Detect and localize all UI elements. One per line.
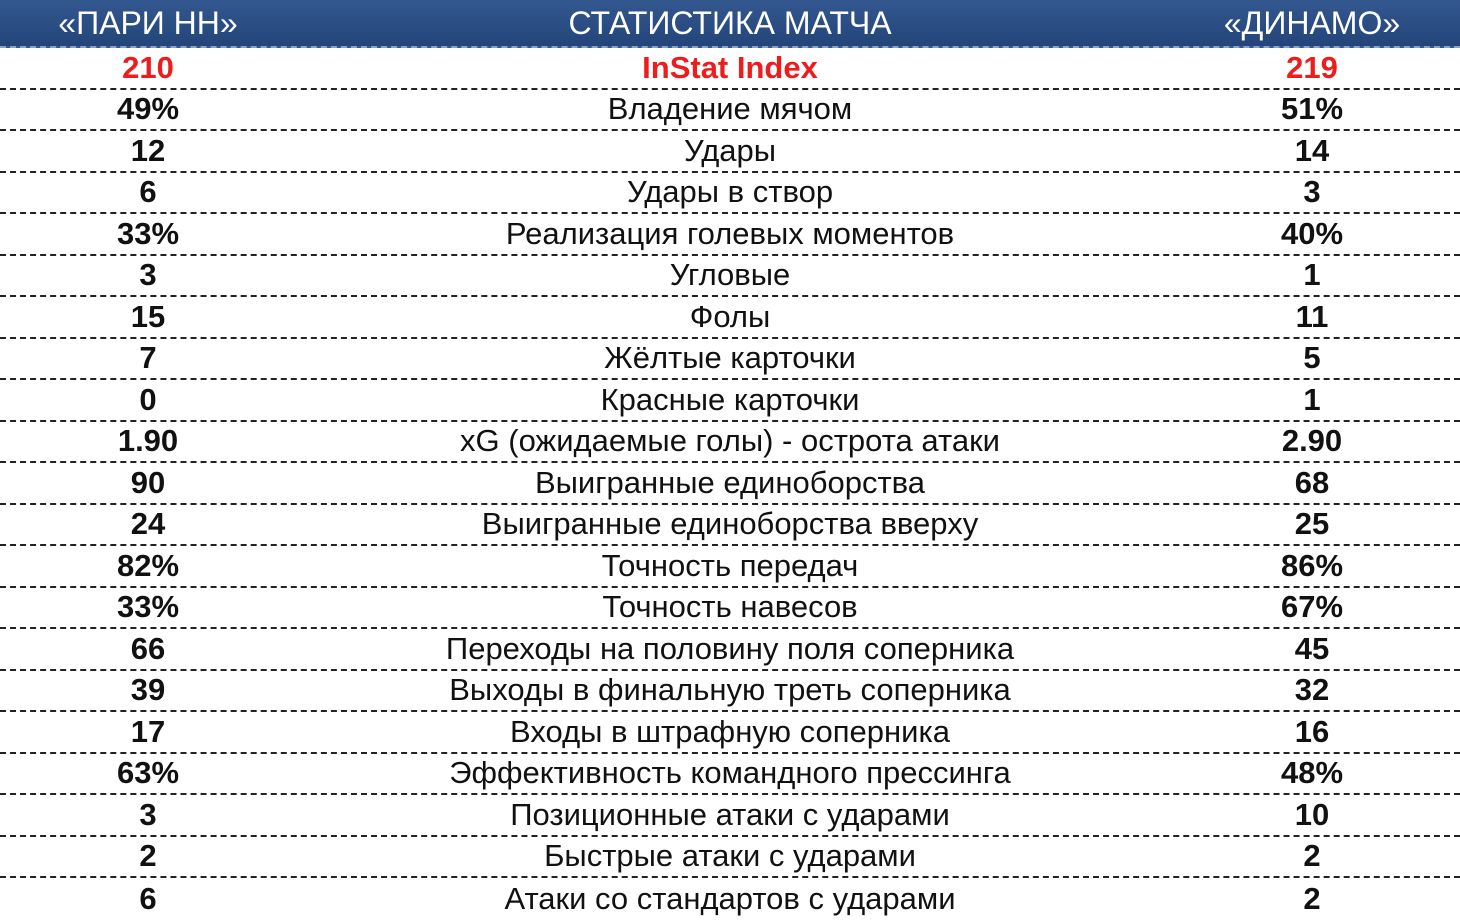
stat-row [0,629,1460,671]
home-value: 33% [116,215,180,251]
stat-row [0,795,1460,837]
home-value: 2 [139,838,157,874]
away-value: 11 [1295,298,1329,334]
stat-label: Жёлтые карточки [604,340,856,376]
away-value: 219 [1286,49,1338,85]
stat-row [0,588,1460,630]
table-title: СТАТИСТИКА МАТЧА [568,4,892,41]
away-team-name: «ДИНАМО» [1223,4,1401,41]
home-value: 66 [130,630,166,666]
home-value: 0 [139,381,157,417]
home-value: 33% [116,589,180,625]
away-value: 3 [1303,174,1321,210]
home-value: 1.90 [117,423,179,459]
stat-label: Красные карточки [600,381,860,417]
table-header [0,0,1460,48]
stat-row [0,505,1460,547]
home-value: 90 [130,464,166,500]
stat-row [0,878,1460,920]
away-value: 68 [1294,464,1330,500]
home-value: 7 [139,340,157,376]
away-value: 25 [1294,506,1330,542]
stat-label: Входы в штрафную соперника [510,713,950,749]
stat-row [0,837,1460,879]
stat-label: Удары в створ [626,174,834,210]
stat-label: Реализация голевых моментов [505,215,955,251]
stat-label: Владение мячом [607,91,853,127]
home-value: 82% [116,547,180,583]
stat-row [0,256,1460,298]
stat-label: Точность навесов [602,589,858,625]
away-value: 32 [1294,672,1330,708]
away-value: 10 [1294,796,1330,832]
away-value: 51% [1280,91,1344,127]
home-value: 6 [139,174,157,210]
stat-row [0,463,1460,505]
away-value: 1 [1303,381,1321,417]
stat-row [0,214,1460,256]
away-value: 40% [1280,215,1344,251]
away-value: 2 [1303,838,1321,874]
away-value: 67% [1280,589,1344,625]
stat-label: Выигранные единоборства вверху [481,506,979,542]
stat-label: Эффективность командного прессинга [449,755,1011,791]
home-value: 6 [139,880,157,916]
stat-row [0,297,1460,339]
stat-label: Переходы на половину поля соперника [445,630,1015,666]
home-value: 17 [130,713,166,749]
home-value: 12 [130,132,166,168]
home-value: 3 [139,796,157,832]
stat-row [0,671,1460,713]
home-value: 63% [116,755,180,791]
stat-label: Атаки со стандартов с ударами [504,880,956,916]
stat-label: InStat Index [642,49,818,85]
home-team-name: «ПАРИ НН» [58,4,238,41]
stat-row [0,131,1460,173]
away-value: 5 [1303,340,1321,376]
stat-row [0,380,1460,422]
away-value: 48% [1280,755,1344,791]
stat-row [0,546,1460,588]
stat-label: Позиционные атаки с ударами [510,796,950,832]
away-value: 2.90 [1281,423,1343,459]
away-value: 16 [1294,713,1330,749]
stat-row [0,339,1460,381]
stat-label: Точность передач [601,547,859,583]
home-value: 15 [130,298,166,334]
stat-label: Выигранные единоборства [534,464,926,500]
home-value: 39 [130,672,166,708]
home-value: 24 [130,506,166,542]
home-value: 210 [122,49,174,85]
stat-row [0,754,1460,796]
stat-label: Выходы в финальную треть соперника [449,672,1011,708]
away-value: 86% [1280,547,1344,583]
stat-label: xG (ожидаемые голы) - острота атаки [460,423,1000,459]
away-value: 14 [1294,132,1330,168]
stat-label: Удары [683,132,777,168]
stat-label: Фолы [689,298,771,334]
stat-row [0,422,1460,464]
stat-row [0,712,1460,754]
stat-row [0,90,1460,132]
home-value: 3 [139,257,157,293]
stat-row [0,173,1460,215]
stat-label: Быстрые атаки с ударами [544,838,916,874]
stat-row-instat-index [0,48,1460,90]
away-value: 1 [1303,257,1321,293]
stat-label: Угловые [669,257,791,293]
away-value: 45 [1294,630,1330,666]
away-value: 2 [1303,880,1321,916]
home-value: 49% [116,91,180,127]
